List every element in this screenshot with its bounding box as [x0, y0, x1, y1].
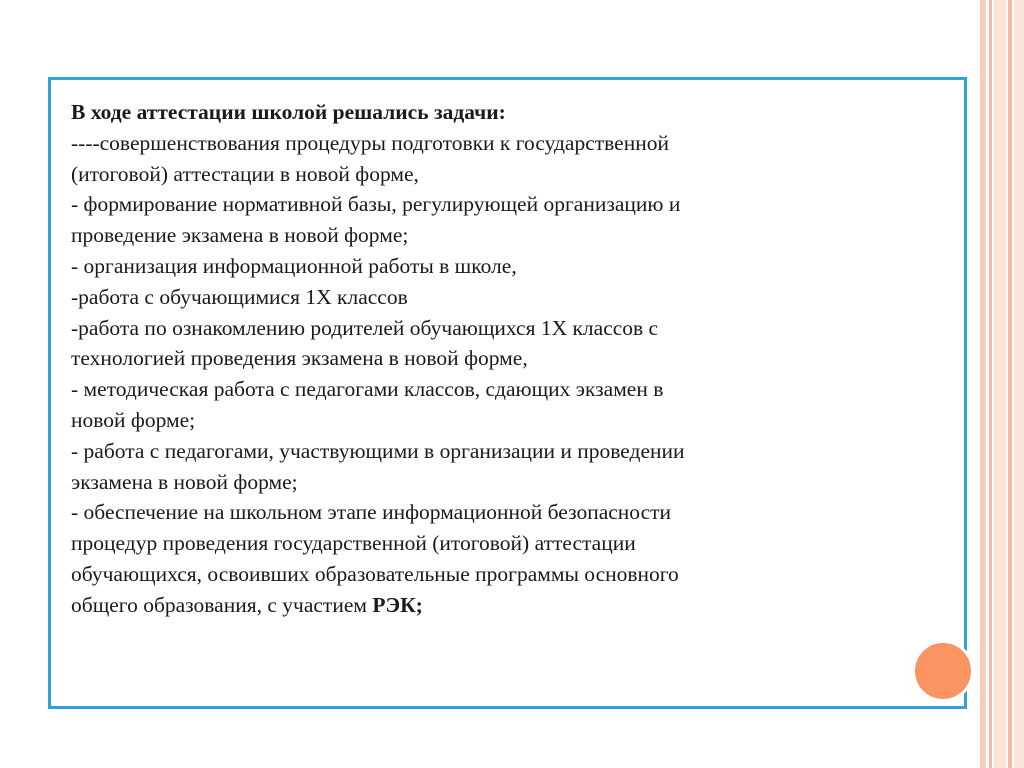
slide-heading: В ходе аттестации школой решались задачи: [71, 100, 506, 124]
text-line: (итоговой) аттестации в новой форме, [71, 161, 419, 186]
text-line: - работа с педагогами, участвующими в организации и проведении [71, 438, 685, 463]
rek-label: РЭК; [372, 592, 423, 617]
stripe [1008, 0, 1012, 768]
text-line: обучающихся, освоивших образовательные программы основного [71, 561, 679, 586]
text-line: -работа с обучающимися 1Х классов [71, 284, 408, 309]
text-line: - обеспечение на школьном этапе информационной безопасности [71, 500, 672, 525]
text-line: - формирование нормативной базы, регулирующей организацию и [71, 192, 681, 217]
text-line: экзамена в новой форме; [71, 469, 298, 494]
text-line: -работа по ознакомлению родителей обучающихся 1Х классов с [71, 315, 659, 340]
slide-content-box [48, 77, 967, 709]
text-line: проведение экзамена в новой форме; [71, 223, 409, 248]
stripe [1014, 0, 1024, 768]
text-line-last [71, 590, 941, 621]
text-line: процедур проведения государственной (итоговой) аттестации [71, 531, 636, 556]
text-line: - методическая работа с педагогами классов, сдающих экзамен в [71, 377, 664, 402]
stripe [989, 0, 992, 768]
last-line-text: общего образования, с участием [71, 592, 373, 617]
decorative-stripes [980, 0, 1024, 768]
text-line: технологией проведения экзамена в новой форме, [71, 346, 528, 371]
slide-text [71, 97, 941, 621]
accent-circle [912, 640, 974, 702]
stripe [980, 0, 986, 768]
text-line: - организация информационной работы в школе, [71, 253, 517, 278]
text-line: ----совершенствования процедуры подготовки к государственной [71, 130, 669, 155]
stripe [994, 0, 1006, 768]
text-line: новой форме; [71, 407, 196, 432]
